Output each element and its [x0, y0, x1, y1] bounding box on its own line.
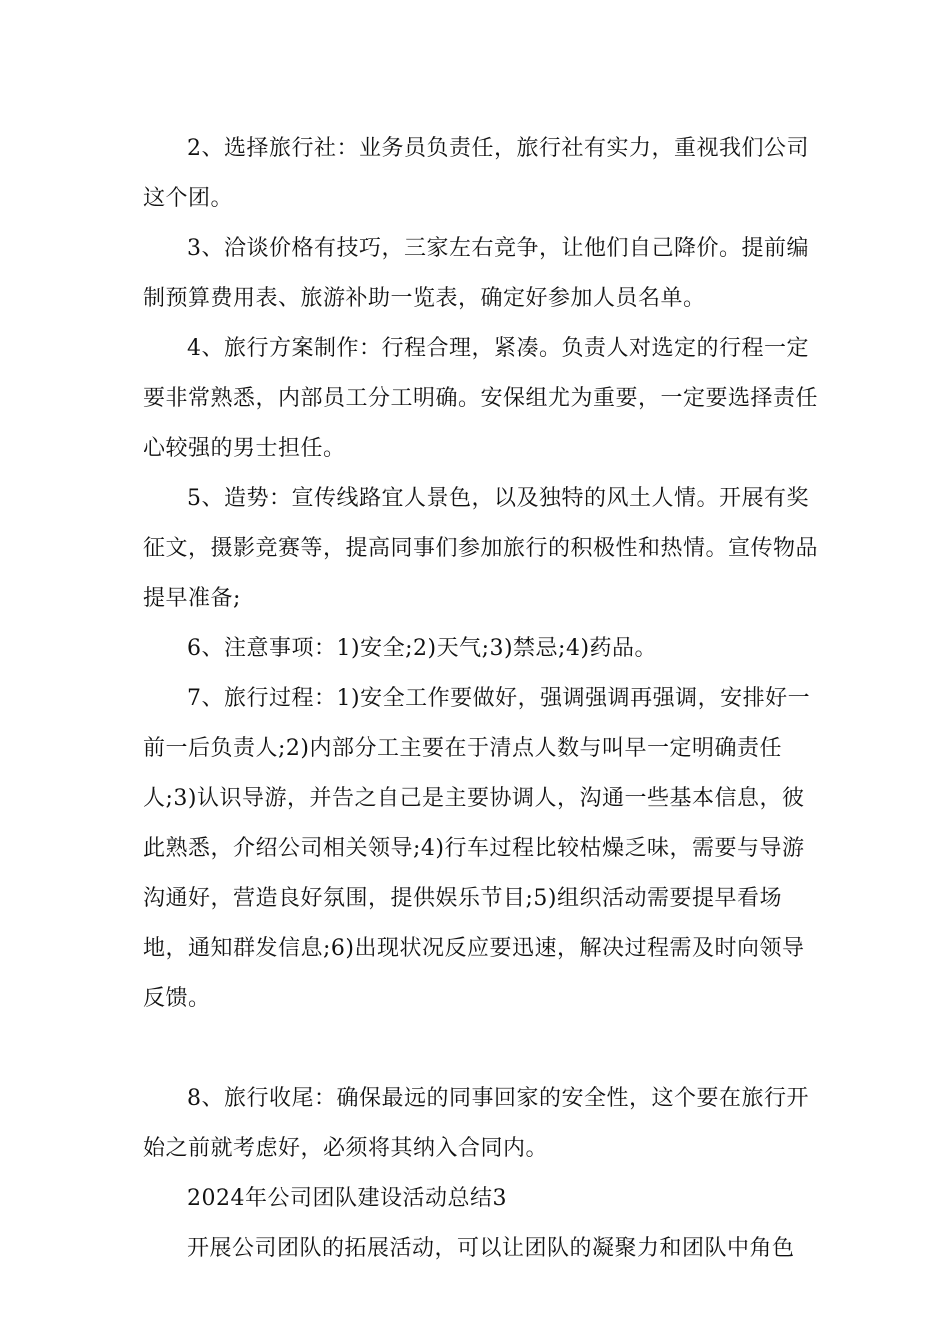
paragraph-item-2: 2、选择旅行社：业务员负责任，旅行社有实力，重视我们公司这个团。 — [143, 136, 809, 211]
paragraph-item-8: 8、旅行收尾：确保最远的同事回家的安全性，这个要在旅行开始之前就考虑好，必须将其纳入合同内。 — [143, 1086, 809, 1161]
paragraph-item-7: 7、旅行过程：1)安全工作要做好，强调强调再强调，安排好一前一后负责人;2)内部分工主要在于清点人数与叫早一定明确责任人;3)认识导游，并告之自己是主要协调人，沟通一些基本信息，彼此熟悉，介绍公司相关领导;4)行车过程比较枯燥乏味，需要与导游沟通好，营造良好氛围，提供娱乐节目;5)组织活动需要提早看场地，通知群发信息;6)出现状况反应要迅速，解决过程需及时向领导反馈。 — [143, 686, 811, 1011]
paragraph-item-3: 3、洽谈价格有技巧，三家左右竞争，让他们自己降价。提前编制预算费用表、旅游补助一览表，确定好参加人员名单。 — [143, 236, 809, 311]
section-heading: 2024年公司团队建设活动总结3 — [187, 1186, 507, 1211]
paragraph-item-4: 4、旅行方案制作：行程合理，紧凑。负责人对选定的行程一定要非常熟悉，内部员工分工明确。安保组尤为重要，一定要选择责任心较强的男士担任。 — [143, 336, 819, 461]
closing-paragraph: 开展公司团队的拓展活动，可以让团队的凝聚力和团队中角色 — [187, 1236, 795, 1261]
paragraph-item-6: 6、注意事项：1)安全;2)天气;3)禁忌;4)药品。 — [187, 636, 658, 661]
document-body — [143, 124, 823, 1274]
paragraph-item-5: 5、造势：宣传线路宜人景色，以及独特的风土人情。开展有奖征文，摄影竞赛等，提高同事们参加旅行的积极性和热情。宣传物品提早准备; — [143, 486, 819, 611]
